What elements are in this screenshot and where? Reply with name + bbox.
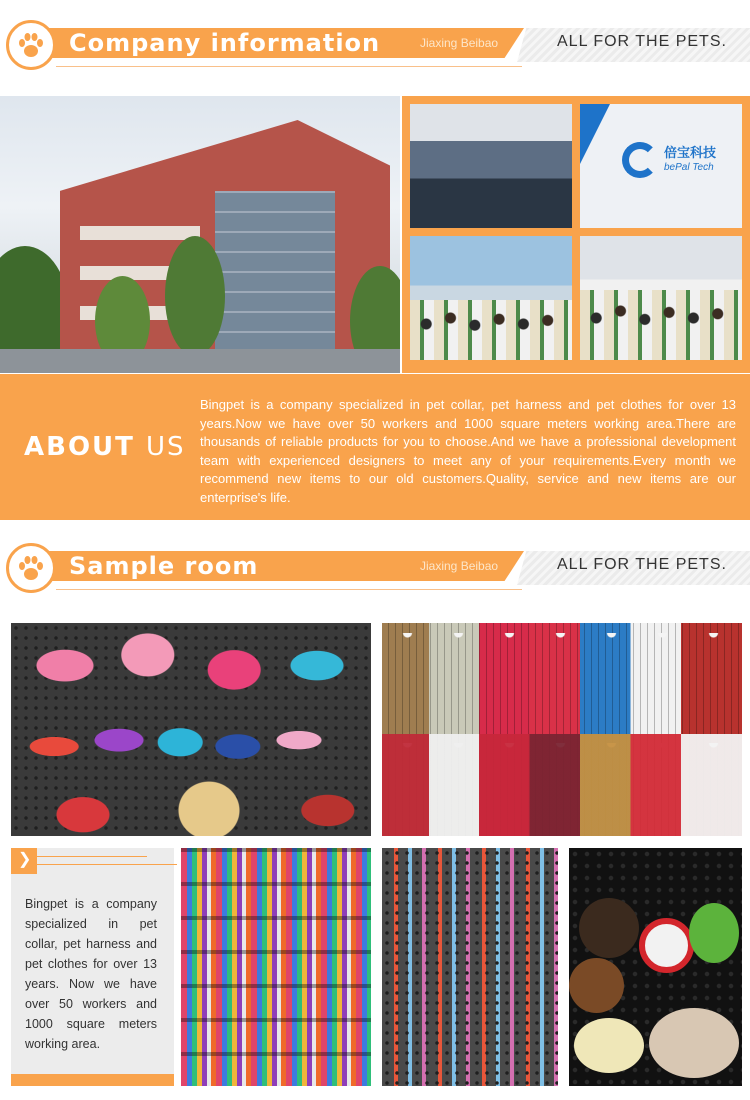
tree	[165, 236, 225, 356]
sample-info-card	[11, 848, 174, 1086]
chevron-right-icon: ❯	[11, 848, 37, 874]
company-info-header	[0, 20, 750, 96]
toy-penguin	[639, 918, 694, 973]
section-slogan: ALL FOR THE PETS.	[557, 556, 727, 573]
harness-display-photo	[11, 623, 371, 836]
plush-toys-photo	[569, 848, 742, 1086]
about-title-thin: US	[145, 432, 186, 462]
decor-line	[37, 864, 177, 865]
section-title: Sample room	[69, 552, 259, 580]
team-outdoor-photo	[410, 236, 572, 360]
toy-plush	[649, 1008, 739, 1078]
header-underline	[56, 66, 522, 67]
toy-frog	[689, 903, 739, 963]
section-subtitle: Jiaxing Beibao	[420, 36, 499, 50]
info-card-bar	[11, 1074, 174, 1086]
pet-sweaters-photo	[382, 623, 742, 836]
leashes-display-photo	[382, 848, 558, 1086]
section-title: Company information	[69, 29, 381, 57]
about-text: Bingpet is a company specialized in pet collar, pet harness and pet clothes for over 13 years.Now we have over 50 workers and 1000 square meters working area.There are thousands of reliable products for you to choose.And we have a professional development team with experienced designers to meet any of your requirements.Every month we recommend new items to our old customers.Quality, service and new items are our enterprise's life.	[200, 397, 736, 505]
reception-logo-photo	[580, 104, 742, 228]
company-building-photo	[0, 96, 400, 373]
header-underline	[56, 589, 522, 590]
about-title-bold: ABOUT	[24, 432, 135, 462]
office-photo	[410, 104, 572, 228]
decor-line	[37, 856, 147, 857]
logo-text-cn: 倍宝科技	[664, 145, 717, 160]
toy-bear	[569, 958, 624, 1013]
toy-monkey	[579, 898, 639, 958]
paw-icon	[6, 543, 56, 593]
section-subtitle: Jiaxing Beibao	[420, 559, 499, 573]
crowd	[410, 300, 572, 360]
blue-accent	[580, 104, 610, 164]
sample-info-text: Bingpet is a company specialized in pet collar, pet harness and pet clothes for over 13 years. Now we have over 50 workers and 1000 square meters working area.	[25, 897, 157, 1051]
toy-duck	[574, 1018, 644, 1073]
hangers	[382, 623, 742, 836]
ground	[0, 349, 400, 373]
team-meeting-photo	[580, 236, 742, 360]
logo-text-en: bePal Tech	[664, 162, 714, 173]
company-photo-grid	[402, 96, 750, 373]
sample-room-header	[0, 543, 750, 619]
paw-icon	[6, 20, 56, 70]
about-title	[24, 432, 186, 462]
building-glass-facade	[215, 191, 335, 351]
about-us-band	[0, 374, 750, 520]
bepal-logo-icon	[622, 142, 658, 178]
collars-display-photo	[181, 848, 371, 1086]
crowd	[580, 290, 742, 360]
section-slogan: ALL FOR THE PETS.	[557, 33, 727, 50]
